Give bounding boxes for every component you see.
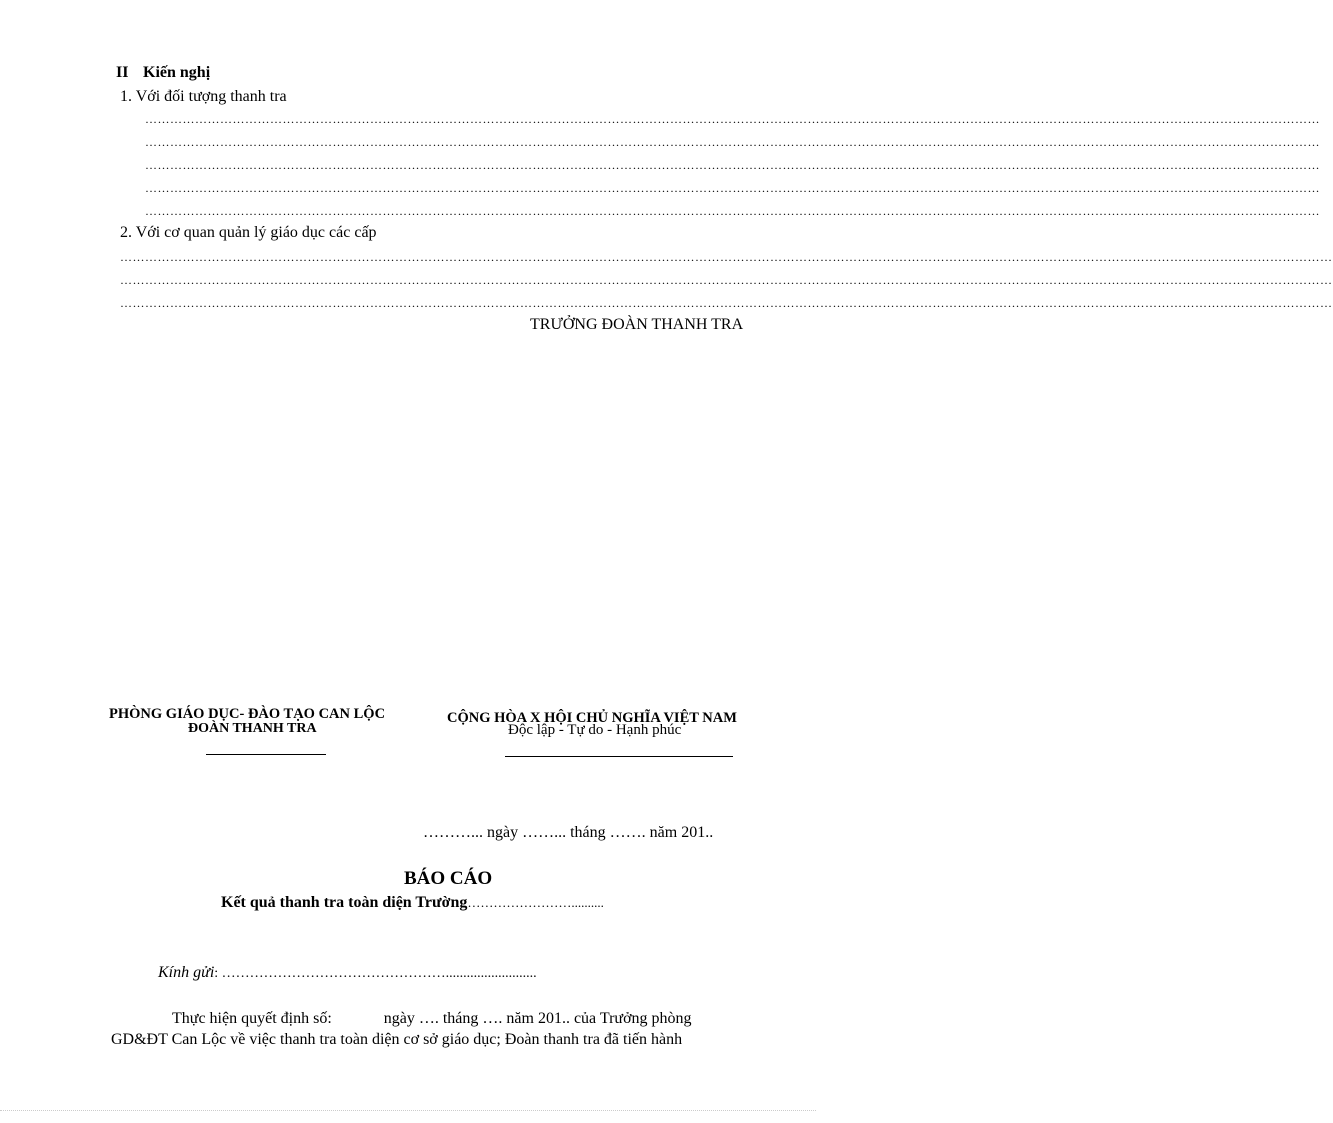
recommendation-item-1: 1. Với đối tượng thanh tra xyxy=(120,88,287,105)
body-line-1: Thực hiện quyết định số: ngày …. tháng …. năm 201.. của Trưởng phòng xyxy=(172,1010,692,1027)
header-right-line1: CỘNG HÒA X HỘI CHỦ NGHĨA VIỆT NAM xyxy=(447,710,737,726)
signature-title: TRƯỞNG ĐOÀN THANH TRA xyxy=(530,316,744,333)
report-subtitle-row xyxy=(221,894,604,912)
section-heading-number: II xyxy=(116,64,129,81)
header-left-line2: ĐOÀN THANH TRA xyxy=(188,721,317,736)
header-left-underline xyxy=(206,754,326,755)
section-heading-title: Kiến nghị xyxy=(143,64,211,81)
fill-line: ………………………………………………………………………………………………………………………………………………………………………………………………………………………………………………………… xyxy=(145,112,1320,126)
kinh-gui-row xyxy=(158,964,537,982)
fill-line: ………………………………………………………………………………………………………………………………………………………………………………………………………………………………………………………… xyxy=(145,204,1320,218)
report-title: BÁO CÁO xyxy=(404,868,493,889)
fill-line: ………………………………………………………………………………………………………………………………………………………………………………………………………………………………………………………… xyxy=(145,135,1320,149)
page-bottom-border xyxy=(0,1110,816,1111)
fill-line: ………………………………………………………………………………………………………………………………………………………………………………………………………………………………………………………………… xyxy=(120,250,1333,264)
date-line: ………... ngày ……... tháng ……. năm 201.. xyxy=(423,824,714,841)
fill-line: ………………………………………………………………………………………………………………………………………………………………………………………………………………………………………………………………… xyxy=(120,296,1333,310)
header-left-line1: PHÒNG GIÁO DỤC- ĐÀO TẠO CAN LỘC xyxy=(109,706,386,722)
report-subtitle-dots: …………………….......... xyxy=(467,895,604,910)
fill-line: ………………………………………………………………………………………………………………………………………………………………………………………………………………………………………………………………… xyxy=(120,273,1333,287)
header-right-line2: Độc lập - Tự do - Hạnh phúc xyxy=(508,722,682,738)
kinh-gui-recipient: : ………………………………………….......................... xyxy=(214,966,537,981)
recommendation-item-2: 2. Với cơ quan quản lý giáo dục các cấp xyxy=(120,224,377,241)
fill-line: ………………………………………………………………………………………………………………………………………………………………………………………………………………………………………………………… xyxy=(145,158,1320,172)
report-subtitle: Kết quả thanh tra toàn diện Trường xyxy=(221,894,468,911)
body-line-2: GD&ĐT Can Lộc về việc thanh tra toàn diện cơ sở giáo dục; Đoàn thanh tra đã tiến hành xyxy=(111,1031,683,1048)
kinh-gui-label: Kính gửi xyxy=(158,964,215,981)
fill-line: ………………………………………………………………………………………………………………………………………………………………………………………………………………………………………………………… xyxy=(145,181,1320,195)
header-right-underline xyxy=(505,756,733,757)
